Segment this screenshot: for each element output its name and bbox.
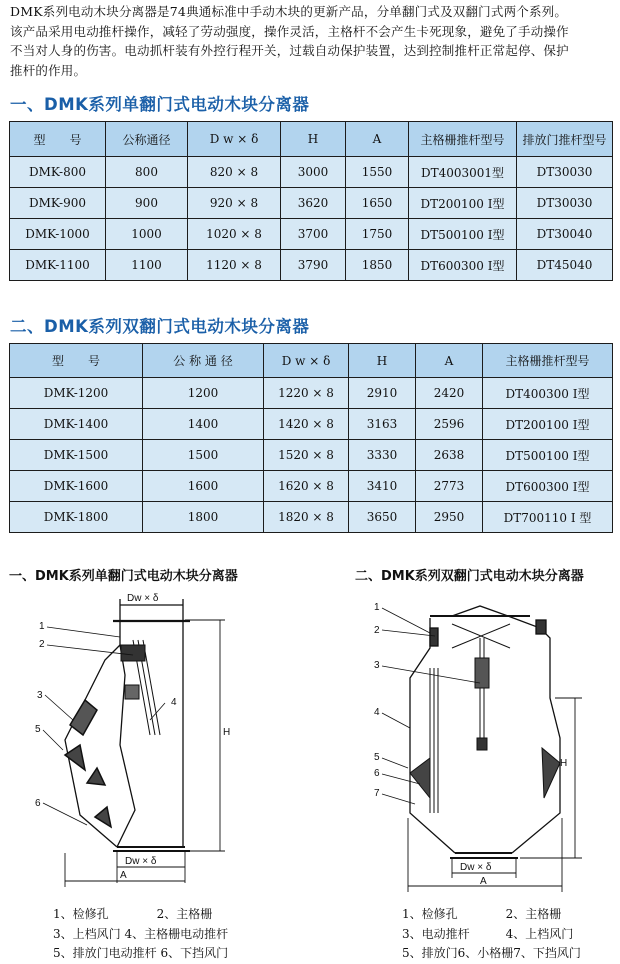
table-cell: DMK-1500 (10, 440, 143, 471)
callout-7: 7 (374, 788, 380, 799)
table-cell: 1520 × 8 (264, 440, 349, 471)
header-model: 型 号 (10, 344, 143, 378)
table-row (10, 250, 613, 281)
table-cell: DT30030 (517, 157, 613, 188)
a-label: A (120, 870, 127, 881)
bottom-dim-label: Dw × δ (125, 856, 157, 867)
header-h: H (349, 344, 416, 378)
table-cell: 1420 × 8 (264, 409, 349, 440)
table-cell: 820 × 8 (188, 157, 281, 188)
header-nominal-diameter: 公称通径 (106, 122, 188, 157)
table-cell: 3163 (349, 409, 416, 440)
table-cell: DMK-800 (10, 157, 106, 188)
table-cell: 1100 (106, 250, 188, 281)
table-cell: 3790 (281, 250, 346, 281)
table-cell: DMK-900 (10, 188, 106, 219)
intro-paragraph (10, 2, 614, 80)
top-flange (113, 621, 190, 645)
callout-5: 5 (374, 752, 380, 763)
a-label: A (480, 876, 487, 887)
header-dw: D w × δ (264, 344, 349, 378)
table-cell: DMK-1400 (10, 409, 143, 440)
table-cell: 2950 (416, 502, 483, 533)
table-row (10, 409, 613, 440)
table-cell: DT4003001型 (409, 157, 517, 188)
table-cell: DMK-1200 (10, 378, 143, 409)
header-main-grid-actuator: 主格栅推杆型号 (483, 344, 613, 378)
diagram2-title: 二、DMK系列双翻门式电动木块分离器 (355, 569, 584, 584)
single-flap-spec-table (9, 121, 613, 281)
table-cell: 1600 (143, 471, 264, 502)
callout-6: 6 (35, 798, 41, 809)
section2-title: 二、DMK系列双翻门式电动木块分离器 (10, 317, 310, 336)
legend-line: 3、上档风门 4、主格栅电动推杆 (53, 926, 229, 941)
table-row (10, 157, 613, 188)
table-cell: DT700110 I 型 (483, 502, 613, 533)
header-a: A (416, 344, 483, 378)
double-flap-separator-drawing (360, 588, 590, 898)
table-cell: 3330 (349, 440, 416, 471)
callout-4: 4 (374, 707, 380, 718)
table-cell: 3000 (281, 157, 346, 188)
table-header-row (10, 344, 613, 378)
table-cell: 1000 (106, 219, 188, 250)
legend-line: 1、检修孔 2、主格栅 (53, 907, 213, 921)
table-cell: 800 (106, 157, 188, 188)
header-h: H (281, 122, 346, 157)
top-dimension (120, 593, 183, 620)
table-cell: 1500 (143, 440, 264, 471)
table-cell: DT600300 I型 (409, 250, 517, 281)
table-cell: 2773 (416, 471, 483, 502)
table-cell: 2638 (416, 440, 483, 471)
callout-2: 2 (374, 625, 380, 636)
top-dim-label: Dw × δ (127, 593, 159, 604)
table-cell: DT200100 I型 (483, 409, 613, 440)
table-cell: DMK-1600 (10, 471, 143, 502)
table-cell: 2596 (416, 409, 483, 440)
callout-3: 3 (37, 690, 43, 701)
separator-body (65, 645, 183, 847)
h-label: H (223, 727, 231, 738)
diagram2-legend (402, 905, 581, 964)
table-cell: 1650 (346, 188, 409, 219)
table-cell: DT30030 (517, 188, 613, 219)
actuator (452, 624, 510, 750)
intro-line: 不当对人身的伤害。电动抓杆装有外控行程开关，过载自动保护装置，达到控制推杆正常起停、保护 (10, 43, 569, 58)
intro-line: 推杆的作用。 (10, 62, 87, 78)
intro-line: 该产品采用电动推杆操作，减轻了劳动强度，操作灵活，主格杆不会产生卡死现象，避免了手动操作 (10, 23, 569, 39)
legend-line: 5、排放门电动推杆 6、下挡风门 (53, 946, 229, 960)
table-cell: 900 (106, 188, 188, 219)
table-cell: 1120 × 8 (188, 250, 281, 281)
table-cell: 1850 (346, 250, 409, 281)
legend-line: 5、排放门6、小格栅7、下挡风门 (402, 946, 581, 960)
table-header-row (10, 122, 613, 157)
table-cell: DT500100 I型 (483, 440, 613, 471)
table-cell: 1620 × 8 (264, 471, 349, 502)
table-cell: 3700 (281, 219, 346, 250)
header-discharge-door-actuator: 排放门推杆型号 (517, 122, 613, 157)
table-cell: 2420 (416, 378, 483, 409)
diagram1-legend (53, 905, 228, 964)
callout-6: 6 (374, 768, 380, 779)
table-row (10, 502, 613, 533)
header-a: A (346, 122, 409, 157)
table-cell: 1550 (346, 157, 409, 188)
table-cell: 3650 (349, 502, 416, 533)
height-dimension (185, 620, 230, 851)
table-row (10, 471, 613, 502)
callout-1: 1 (374, 602, 380, 613)
intro-line: DMK系列电动木块分离器是74典通标准中手动木块的更新产品，分单翻门式及双翻门式两个系列。 (10, 4, 568, 19)
table-cell: 1200 (143, 378, 264, 409)
table-cell: DT400300 I型 (483, 378, 613, 409)
table-cell: 1800 (143, 502, 264, 533)
table-cell: 920 × 8 (188, 188, 281, 219)
bottom-dimension (408, 818, 562, 892)
h-label: H (560, 758, 568, 769)
header-nominal-diameter: 公 称 通 径 (143, 344, 264, 378)
callouts (43, 627, 165, 825)
table-cell: 1220 × 8 (264, 378, 349, 409)
table-row (10, 188, 613, 219)
callout-3: 3 (374, 660, 380, 671)
top-hood (410, 606, 560, 853)
table-cell: DT30040 (517, 219, 613, 250)
callout-1: 1 (39, 621, 45, 632)
double-flap-spec-table (9, 343, 613, 533)
section1-title: 一、DMK系列单翻门式电动木块分离器 (10, 95, 310, 114)
diagram1-title: 一、DMK系列单翻门式电动木块分离器 (9, 569, 238, 584)
table-cell: DT45040 (517, 250, 613, 281)
table-cell: DT200100 I型 (409, 188, 517, 219)
table-cell: DMK-1800 (10, 502, 143, 533)
table-cell: DT500100 I型 (409, 219, 517, 250)
table-cell: 1400 (143, 409, 264, 440)
legend-line: 3、电动推杆 4、上档风门 (402, 926, 574, 941)
table-cell: DT600300 I型 (483, 471, 613, 502)
callout-5: 5 (35, 724, 41, 735)
legend-line: 1、检修孔 2、主格栅 (402, 907, 562, 921)
table-cell: 1820 × 8 (264, 502, 349, 533)
header-dw: D w × δ (188, 122, 281, 157)
single-flap-separator-drawing (25, 585, 265, 895)
table-cell: 3620 (281, 188, 346, 219)
table-row (10, 440, 613, 471)
table-row (10, 219, 613, 250)
header-model: 型 号 (10, 122, 106, 157)
table-row (10, 378, 613, 409)
table-cell: 1020 × 8 (188, 219, 281, 250)
header-main-grid-actuator: 主格栅推杆型号 (409, 122, 517, 157)
table-cell: DMK-1000 (10, 219, 106, 250)
bottom-dim-label: Dw × δ (460, 862, 492, 873)
table-cell: DMK-1100 (10, 250, 106, 281)
bottom-dimension (65, 851, 185, 887)
table-cell: 2910 (349, 378, 416, 409)
callout-2: 2 (39, 639, 45, 650)
table-cell: 1750 (346, 219, 409, 250)
callout-4: 4 (171, 697, 177, 708)
table-cell: 3410 (349, 471, 416, 502)
